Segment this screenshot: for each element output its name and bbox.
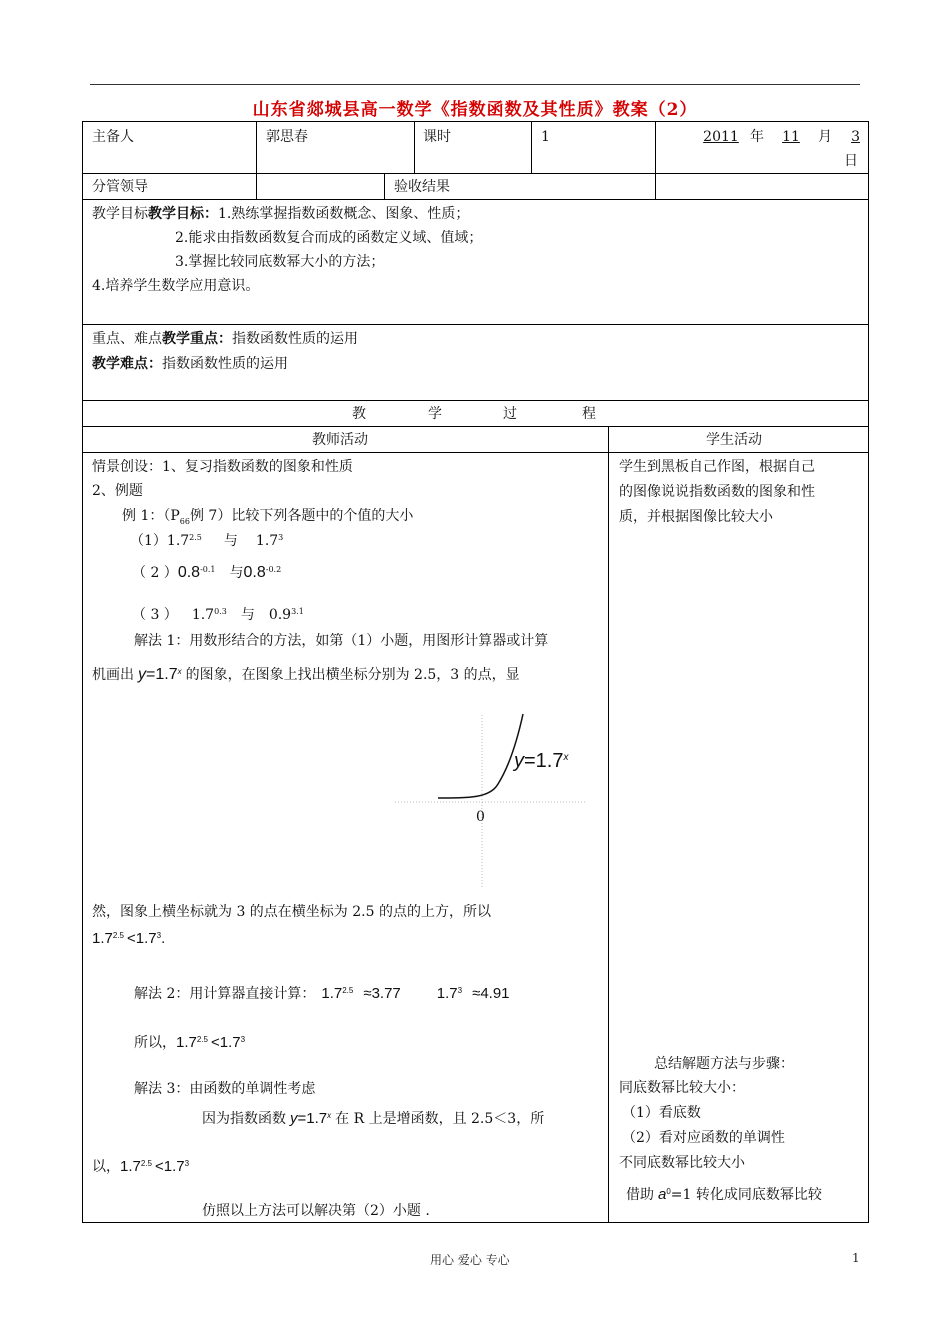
exponential-curve — [438, 714, 523, 798]
objectives-prefix: 教学目标 — [92, 206, 148, 222]
preparer-name: 郭思春 — [266, 129, 308, 145]
difficult-text: 指数函数性质的运用 — [162, 356, 288, 372]
summary-step-2: （1）看底数 — [622, 1105, 701, 1121]
student-activity-header: 学生活动 — [706, 432, 762, 448]
method-2-conclusion: 所以，$1.7^{2.5} <1.7^3$ — [134, 1034, 246, 1051]
objective-4: 4.培养学生数学应用意识。 — [92, 278, 260, 294]
summary-step-1: 同底数幂比较大小： — [619, 1080, 745, 1096]
acceptance-label: 验收结果 — [394, 179, 450, 195]
difficult-label: 教学难点： — [92, 356, 162, 372]
exponential-graph — [390, 710, 600, 890]
examples-heading: 2、例题 — [92, 483, 143, 499]
student-line-1: 学生到黑板自己作图，根据自己 — [619, 459, 815, 475]
page-title: 山东省郯城县高一数学《指数函数及其性质》教案（2） — [252, 100, 698, 120]
date-line — [692, 128, 860, 146]
year-unit: 年 — [750, 129, 764, 145]
method-1-line-a: 解法 1：用数形结合的方法，如第（1）小题，用图形计算器或计算 — [134, 633, 549, 649]
key-label: 教学重点： — [162, 331, 232, 347]
footer-slogan: 用心 爱心 专心 — [430, 1253, 510, 1267]
leader-label: 分管领导 — [92, 179, 148, 195]
key-prefix: 重点、难点 — [92, 331, 162, 347]
page-number: 1 — [852, 1251, 860, 1265]
method-1-line-c: 然，图象上横坐标就为 3 的点在横坐标为 2.5 的点的上方，所以 — [92, 904, 491, 920]
scenario-line: 情景创设：1、复习指数函数的图象和性质 — [92, 459, 353, 475]
objective-3: 3.掌握比较同底数幂大小的方法； — [175, 254, 385, 270]
month-unit: 月 — [818, 129, 832, 145]
summary-title: 总结解题方法与步骤： — [654, 1056, 794, 1072]
question-3: （ 3 ） $1.7^{0.3}$ 与 $0.9^{3.1}$ — [132, 607, 304, 623]
date-month: 11 — [782, 129, 800, 145]
periods-value: 1 — [541, 129, 550, 145]
summary-step-4: 不同底数幂比较大小 — [619, 1155, 745, 1171]
summary-step-3: （2）看对应函数的单调性 — [622, 1130, 785, 1146]
method-2-line: 解法 2：用计算器直接计算： $1.7^{2.5} \approx 3.77$ $1.7^3 \approx 4.91$ — [134, 985, 510, 1002]
process-char-3: 过 — [503, 406, 517, 422]
graph-label: $y=1.7^x$ — [514, 750, 569, 772]
objective-1: 1.熟练掌握指数函数概念、图象、性质； — [218, 206, 470, 222]
process-char-4: 程 — [582, 406, 596, 422]
graph-origin-label: 0 — [476, 809, 485, 825]
preparer-label: 主备人 — [92, 129, 134, 145]
teacher-activity-header: 教师活动 — [312, 432, 368, 448]
process-char-2: 学 — [428, 406, 442, 422]
periods-label: 课时 — [423, 129, 451, 145]
key-text: 指数函数性质的运用 — [232, 331, 358, 347]
date-year: 2011 — [703, 129, 739, 145]
day-unit: 日 — [844, 153, 858, 169]
summary-step-5: 借助 $a^0=1$ 转化成同底数幂比较 — [626, 1186, 822, 1203]
top-rule — [90, 84, 860, 85]
student-line-2: 的图像说说指数函数的图象和性 — [619, 484, 815, 500]
question-1: $(1)1.7^{2.5}$ 与 $1.7^3$ — [130, 533, 284, 549]
method-3-line-c: 以，$1.7^{2.5} <1.7^3$ — [92, 1158, 190, 1175]
key-point-line — [92, 330, 358, 348]
process-char-1: 教 — [352, 406, 366, 422]
closing-line: 仿照以上方法可以解决第（2）小题 . — [202, 1203, 430, 1219]
method-1-line-b: 机画出 $y=1.7^x$ 的图象，在图象上找出横坐标分别为 2.5，3 的点，显 — [92, 666, 520, 683]
difficult-point-line — [92, 355, 288, 373]
student-line-3: 质，并根据图像比较大小 — [619, 509, 773, 525]
method-3-heading: 解法 3：由函数的单调性考虑 — [134, 1081, 316, 1097]
objective-2: 2.能求由指数函数复合而成的函数定义域、值域； — [175, 230, 483, 246]
example-intro: 例 1：（$P_{66}$例 7）比较下列各题中的个值的大小 — [122, 508, 414, 526]
objectives-heading: 教学目标 — [148, 206, 204, 222]
date-day: 3 — [851, 129, 860, 145]
objectives-line1: 教学目标教学目标：1.熟练掌握指数函数概念、图象、性质； — [92, 206, 470, 222]
method-3-line-b: 因为指数函数 $y=1.7^x$ 在 R 上是增函数，且 2.5＜3，所 — [202, 1110, 545, 1127]
question-2: （ 2 ）$0.8^{-0.1}$ 与$0.8^{-0.2}$ — [132, 564, 282, 581]
conclusion-inequality-1: $1.7^{2.5} <1.7^3$. — [92, 930, 166, 947]
